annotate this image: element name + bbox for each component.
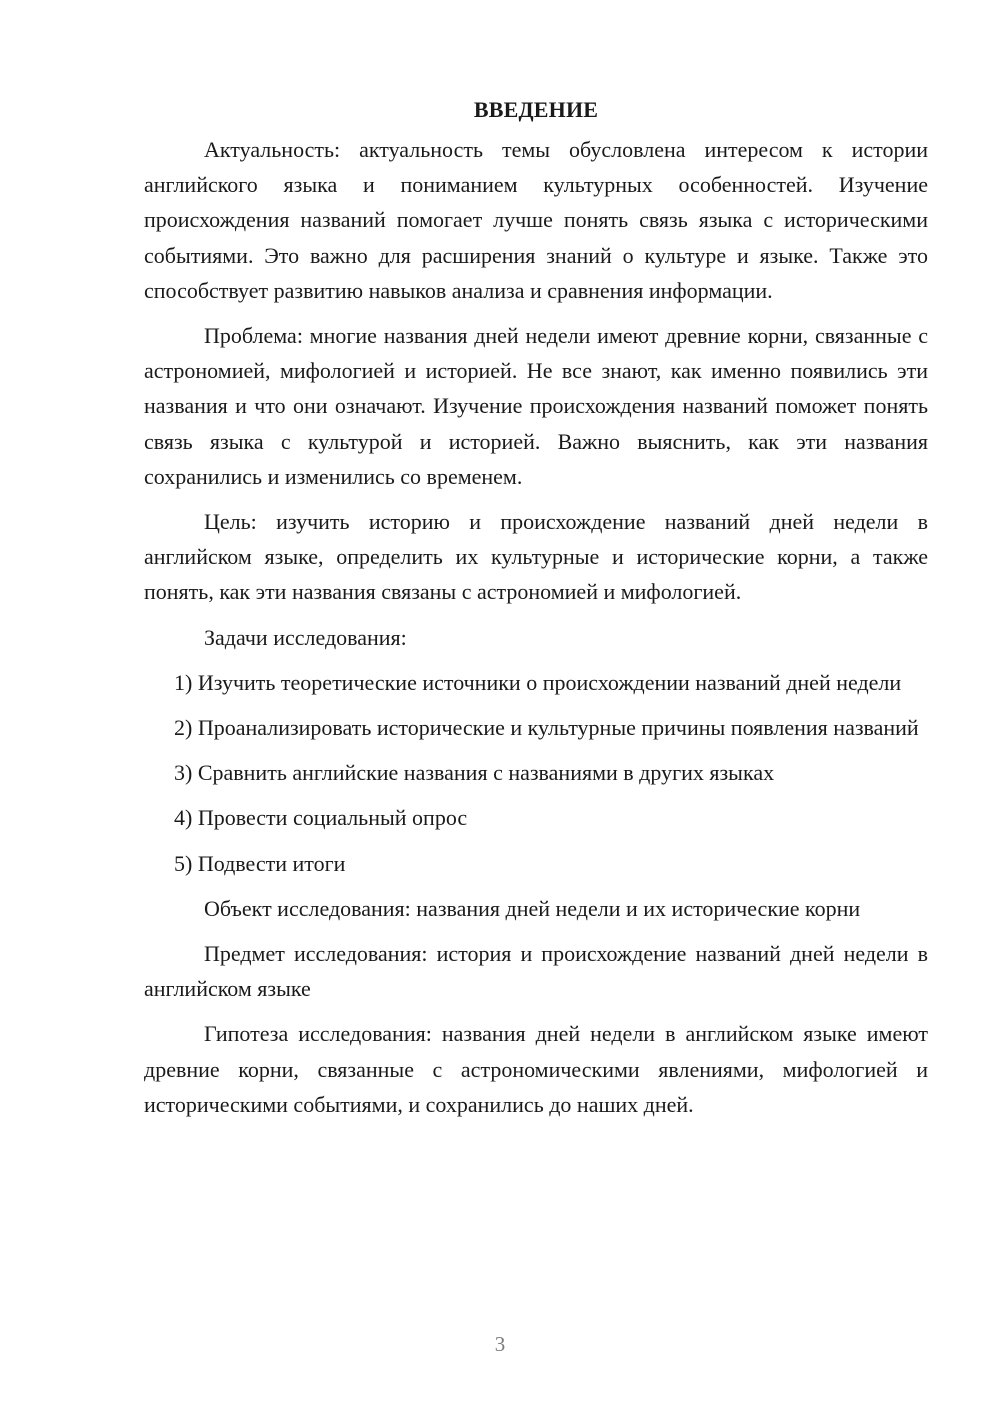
task-item-4: 4) Провести социальный опрос [174,805,468,831]
page-number: 3 [494,1332,506,1356]
object-paragraph: Объект исследования: названия дней недели и их исторические корни [204,895,861,921]
task-item-2: 2) Проанализировать исторические и культурные причины появления названий [174,715,919,741]
task-item-1: 1) Изучить теоретические источники о происхождении названий дней недели [174,669,902,695]
task-item-5: 5) Подвести итоги [174,850,346,876]
section-title: ВВЕДЕНИЕ [473,97,599,122]
problem-paragraph: Проблема: многие названия дней недели имеют древние корни, связанные с астрономией, мифологией и историей. Не все знают, как именно появились эти названия и что они означают. Изучение происхождения названий поможет понять связь языка с культурой и историей. Важно выяснить, как эти названия сохранились и изменились со временем. [144,323,928,489]
subject-paragraph: Предмет исследования: история и происхождение названий дней недели в английском языке [144,941,928,1002]
document-page [144,92,928,1122]
task-item-3: 3) Сравнить английские названия с названиями в других языках [174,760,775,786]
relevance-paragraph: Актуальность: актуальность темы обусловлена интересом к истории английского языка и пониманием культурных особенностей. Изучение происхождения названий помогает лучше понять связь языка с историческими событиями. Это важно для расширения знаний о культуре и языке. Также это способствует развитию навыков анализа и сравнения информации. [144,137,928,303]
hypothesis-paragraph: Гипотеза исследования: названия дней недели в английском языке имеют древние корни, связанные с астрономическими явлениями, мифологией и историческими событиями, и сохранились до наших дней. [144,1021,928,1117]
tasks-heading: Задачи исследования: [204,624,407,650]
goal-paragraph: Цель: изучить историю и происхождение названий дней недели в английском языке, определить их культурные и исторические корни, а также понять, как эти названия связаны с астрономией и мифологией. [144,509,928,605]
